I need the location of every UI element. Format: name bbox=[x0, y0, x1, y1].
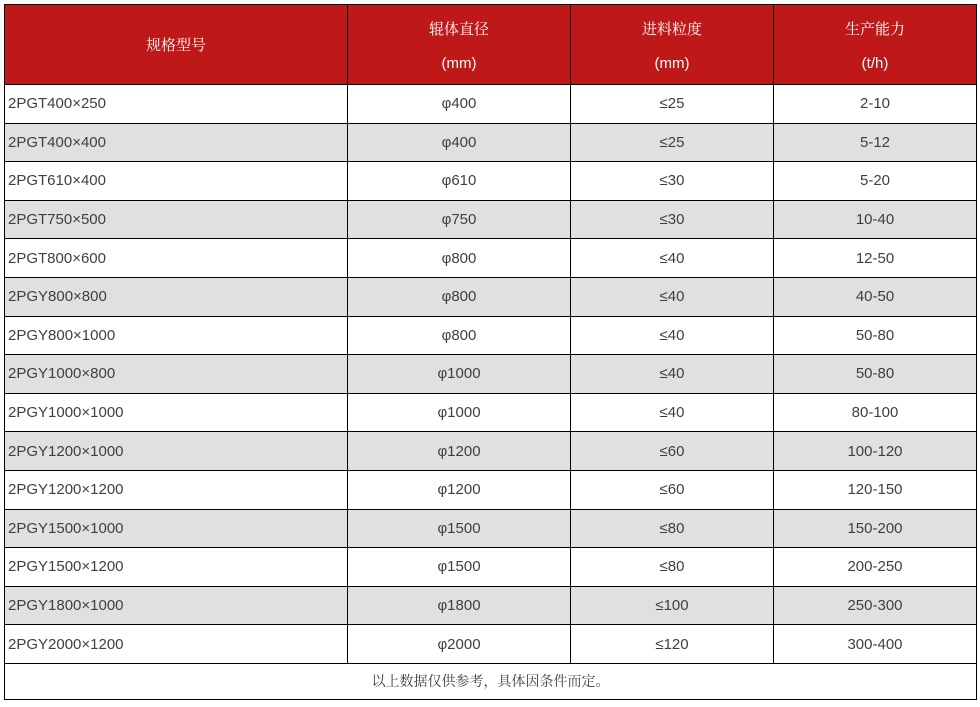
header-capacity-stack bbox=[775, 18, 975, 72]
model-cell: 2PGT400×250 bbox=[5, 85, 348, 124]
roller-diameter-cell: φ1500 bbox=[348, 548, 571, 587]
feed-size-cell: ≤25 bbox=[571, 123, 774, 162]
table-body bbox=[5, 85, 977, 664]
capacity-cell: 50-80 bbox=[774, 355, 977, 394]
header-feed-size bbox=[571, 5, 774, 85]
header-model bbox=[5, 5, 348, 85]
header-feed-size-unit: (mm) bbox=[654, 54, 690, 72]
feed-size-cell: ≤80 bbox=[571, 509, 774, 548]
model-cell: 2PGY800×800 bbox=[5, 277, 348, 316]
roller-diameter-cell: φ1000 bbox=[348, 355, 571, 394]
roller-diameter-cell: φ750 bbox=[348, 200, 571, 239]
capacity-cell: 100-120 bbox=[774, 432, 977, 471]
spec-row bbox=[5, 123, 977, 162]
capacity-cell: 200-250 bbox=[774, 548, 977, 587]
roller-diameter-cell: φ1200 bbox=[348, 432, 571, 471]
header-feed-size-stack bbox=[572, 18, 772, 72]
feed-size-cell: ≤30 bbox=[571, 162, 774, 201]
roller-diameter-cell: φ400 bbox=[348, 123, 571, 162]
roller-diameter-cell: φ610 bbox=[348, 162, 571, 201]
feed-size-cell: ≤40 bbox=[571, 355, 774, 394]
capacity-cell: 12-50 bbox=[774, 239, 977, 278]
roller-diameter-cell: φ400 bbox=[348, 85, 571, 124]
spec-row bbox=[5, 470, 977, 509]
feed-size-cell: ≤60 bbox=[571, 432, 774, 471]
roller-diameter-cell: φ800 bbox=[348, 277, 571, 316]
model-cell: 2PGY1200×1000 bbox=[5, 432, 348, 471]
spec-row bbox=[5, 200, 977, 239]
feed-size-cell: ≤120 bbox=[571, 625, 774, 664]
roller-diameter-cell: φ1200 bbox=[348, 470, 571, 509]
model-cell: 2PGY1500×1000 bbox=[5, 509, 348, 548]
roller-diameter-cell: φ2000 bbox=[348, 625, 571, 664]
spec-row bbox=[5, 625, 977, 664]
header-capacity bbox=[774, 5, 977, 85]
header-row bbox=[5, 5, 977, 85]
roller-diameter-cell: φ1800 bbox=[348, 586, 571, 625]
table-footer bbox=[5, 663, 977, 699]
capacity-cell: 80-100 bbox=[774, 393, 977, 432]
feed-size-cell: ≤80 bbox=[571, 548, 774, 587]
roller-diameter-cell: φ800 bbox=[348, 239, 571, 278]
header-capacity-title: 生产能力 bbox=[844, 20, 905, 38]
feed-size-cell: ≤40 bbox=[571, 277, 774, 316]
header-roller-diameter-stack bbox=[349, 18, 569, 72]
capacity-cell: 250-300 bbox=[774, 586, 977, 625]
capacity-cell: 150-200 bbox=[774, 509, 977, 548]
header-roller-diameter-unit: (mm) bbox=[441, 54, 477, 72]
model-cell: 2PGT800×600 bbox=[5, 239, 348, 278]
header-roller-diameter-title: 辊体直径 bbox=[428, 20, 489, 38]
model-cell: 2PGY1000×800 bbox=[5, 355, 348, 394]
model-cell: 2PGT400×400 bbox=[5, 123, 348, 162]
header-capacity-unit: (t/h) bbox=[861, 54, 889, 72]
spec-row bbox=[5, 393, 977, 432]
feed-size-cell: ≤40 bbox=[571, 239, 774, 278]
roller-diameter-cell: φ1500 bbox=[348, 509, 571, 548]
footnote-row bbox=[5, 663, 977, 699]
capacity-cell: 2-10 bbox=[774, 85, 977, 124]
model-cell: 2PGY1500×1200 bbox=[5, 548, 348, 587]
spec-row bbox=[5, 432, 977, 471]
spec-row bbox=[5, 85, 977, 124]
spec-row bbox=[5, 355, 977, 394]
roller-diameter-cell: φ800 bbox=[348, 316, 571, 355]
spec-row bbox=[5, 509, 977, 548]
spec-row bbox=[5, 239, 977, 278]
footnote-text: 以上数据仅供参考，具体因条件而定。 bbox=[5, 663, 977, 699]
capacity-cell: 5-20 bbox=[774, 162, 977, 201]
capacity-cell: 5-12 bbox=[774, 123, 977, 162]
table-header bbox=[5, 5, 977, 85]
roller-diameter-cell: φ1000 bbox=[348, 393, 571, 432]
spec-row bbox=[5, 277, 977, 316]
model-cell: 2PGY1800×1000 bbox=[5, 586, 348, 625]
header-roller-diameter bbox=[348, 5, 571, 85]
capacity-cell: 50-80 bbox=[774, 316, 977, 355]
feed-size-cell: ≤40 bbox=[571, 393, 774, 432]
model-cell: 2PGY1200×1200 bbox=[5, 470, 348, 509]
capacity-cell: 40-50 bbox=[774, 277, 977, 316]
spec-row bbox=[5, 586, 977, 625]
feed-size-cell: ≤60 bbox=[571, 470, 774, 509]
capacity-cell: 10-40 bbox=[774, 200, 977, 239]
spec-row bbox=[5, 316, 977, 355]
feed-size-cell: ≤100 bbox=[571, 586, 774, 625]
feed-size-cell: ≤30 bbox=[571, 200, 774, 239]
model-cell: 2PGY800×1000 bbox=[5, 316, 348, 355]
spec-row bbox=[5, 548, 977, 587]
spec-table bbox=[4, 4, 977, 700]
header-model-title: 规格型号 bbox=[145, 37, 206, 54]
model-cell: 2PGY1000×1000 bbox=[5, 393, 348, 432]
spec-row bbox=[5, 162, 977, 201]
model-cell: 2PGY2000×1200 bbox=[5, 625, 348, 664]
header-feed-size-title: 进料粒度 bbox=[641, 20, 702, 38]
feed-size-cell: ≤25 bbox=[571, 85, 774, 124]
feed-size-cell: ≤40 bbox=[571, 316, 774, 355]
capacity-cell: 120-150 bbox=[774, 470, 977, 509]
model-cell: 2PGT750×500 bbox=[5, 200, 348, 239]
model-cell: 2PGT610×400 bbox=[5, 162, 348, 201]
capacity-cell: 300-400 bbox=[774, 625, 977, 664]
